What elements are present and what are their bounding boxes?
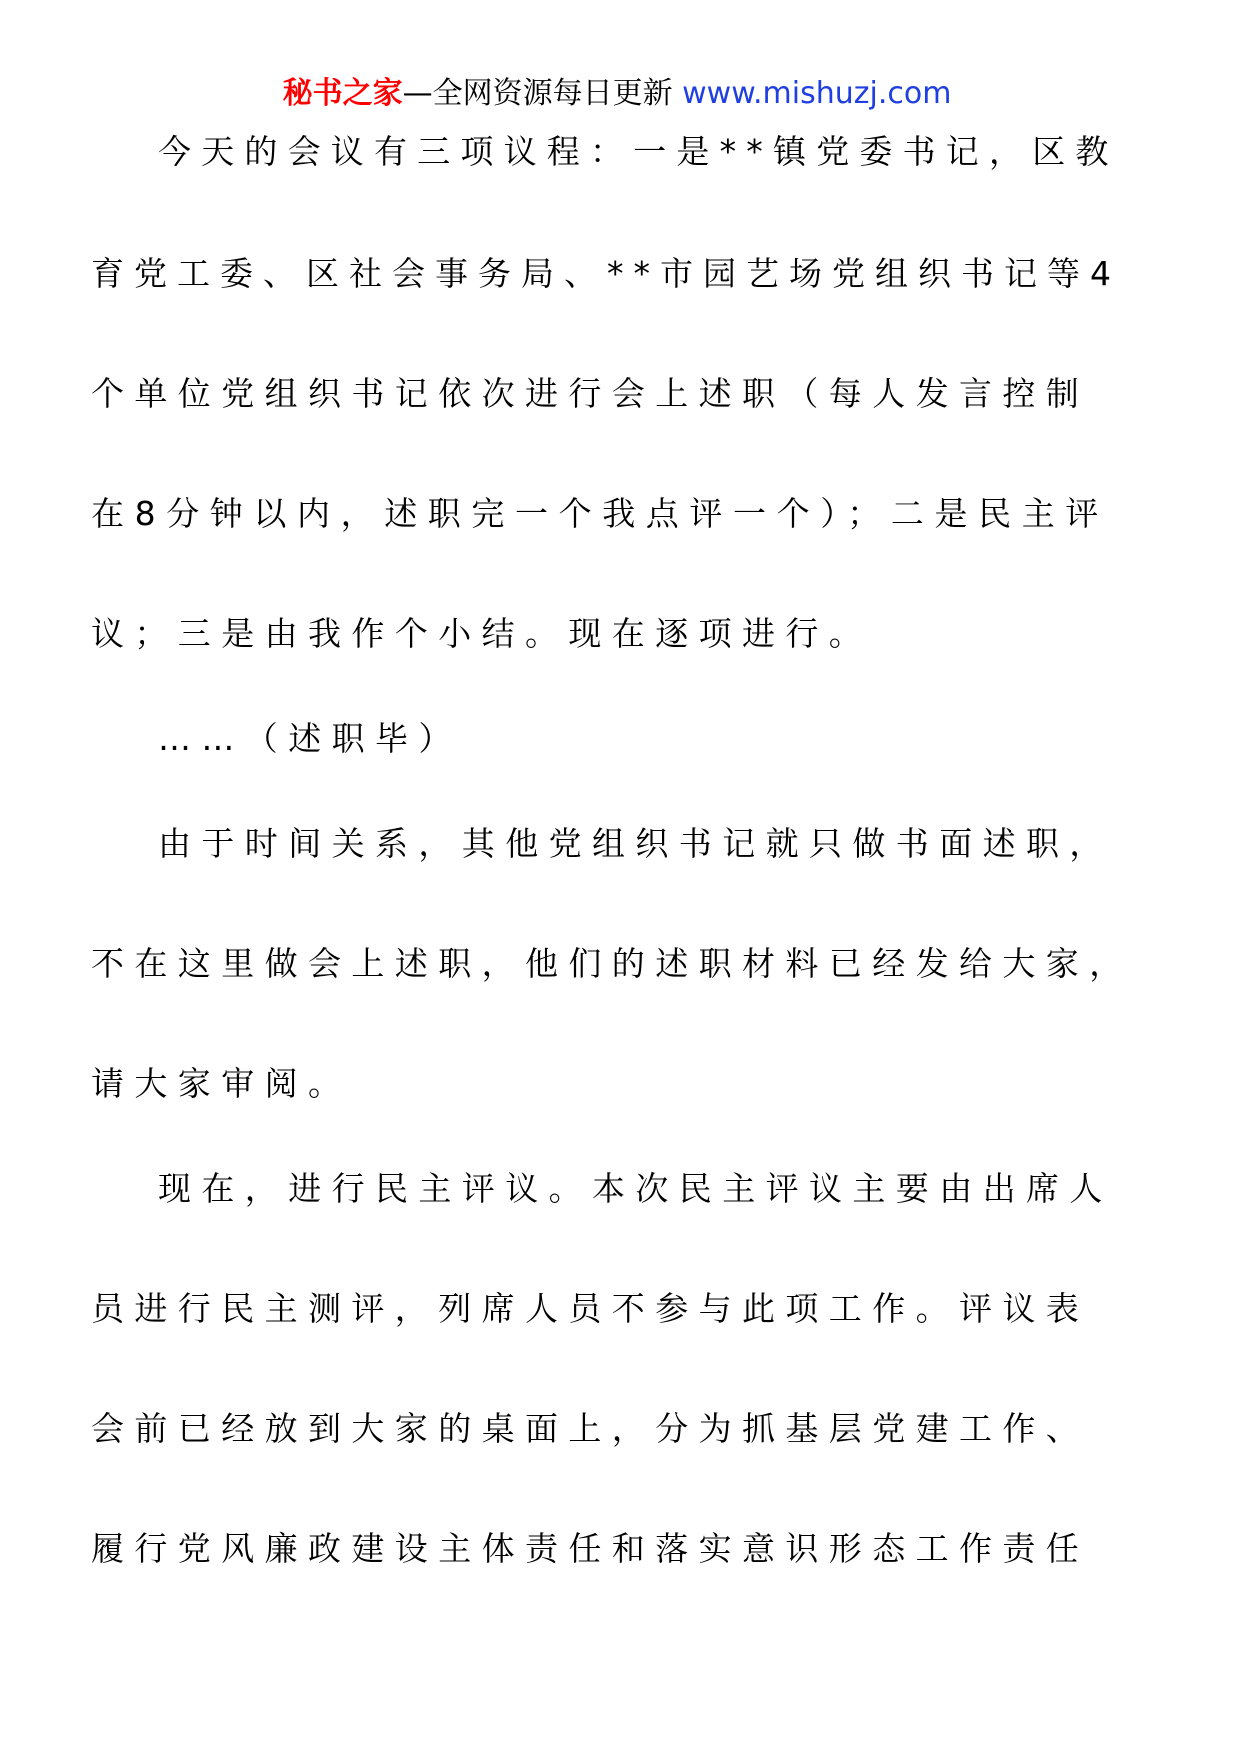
- site-url-link[interactable]: www.mishuzj.com: [682, 76, 952, 111]
- paragraph-line: 由于时间关系，其他党组织书记就只做书面述职，: [158, 824, 1113, 863]
- paragraph-line: 议；三是由我作个小结。现在逐项进行。: [91, 614, 873, 653]
- paragraph-line: 育党工委、区社会事务局、**市园艺场党组织书记等4: [91, 254, 1121, 293]
- paragraph-line: ……（述职毕）: [158, 719, 462, 758]
- paragraph-line: 履行党风廉政建设主体责任和落实意识形态工作责任: [91, 1529, 1090, 1568]
- paragraph-line: 会前已经放到大家的桌面上，分为抓基层党建工作、: [91, 1409, 1090, 1448]
- paragraph-line: 员进行民主测评，列席人员不参与此项工作。评议表: [91, 1289, 1090, 1328]
- paragraph-line: 在8分钟以内，述职完一个我点评一个）；二是民主评: [91, 494, 1109, 533]
- paragraph-line: 个单位党组织书记依次进行会上述职（每人发言控制: [91, 374, 1090, 413]
- site-brand: 秘书之家: [282, 76, 403, 111]
- paragraph-line: 现在，进行民主评议。本次民主评议主要由出席人: [158, 1169, 1113, 1208]
- paragraph-line: 今天的会议有三项议程：一是**镇党委书记，区教: [158, 132, 1119, 171]
- paragraph-line: 请大家审阅。: [91, 1064, 352, 1103]
- site-header: [0, 72, 1234, 116]
- site-tagline: —全网资源每日更新: [402, 76, 683, 111]
- paragraph-line: 不在这里做会上述职，他们的述职材料已经发给大家，: [91, 944, 1133, 983]
